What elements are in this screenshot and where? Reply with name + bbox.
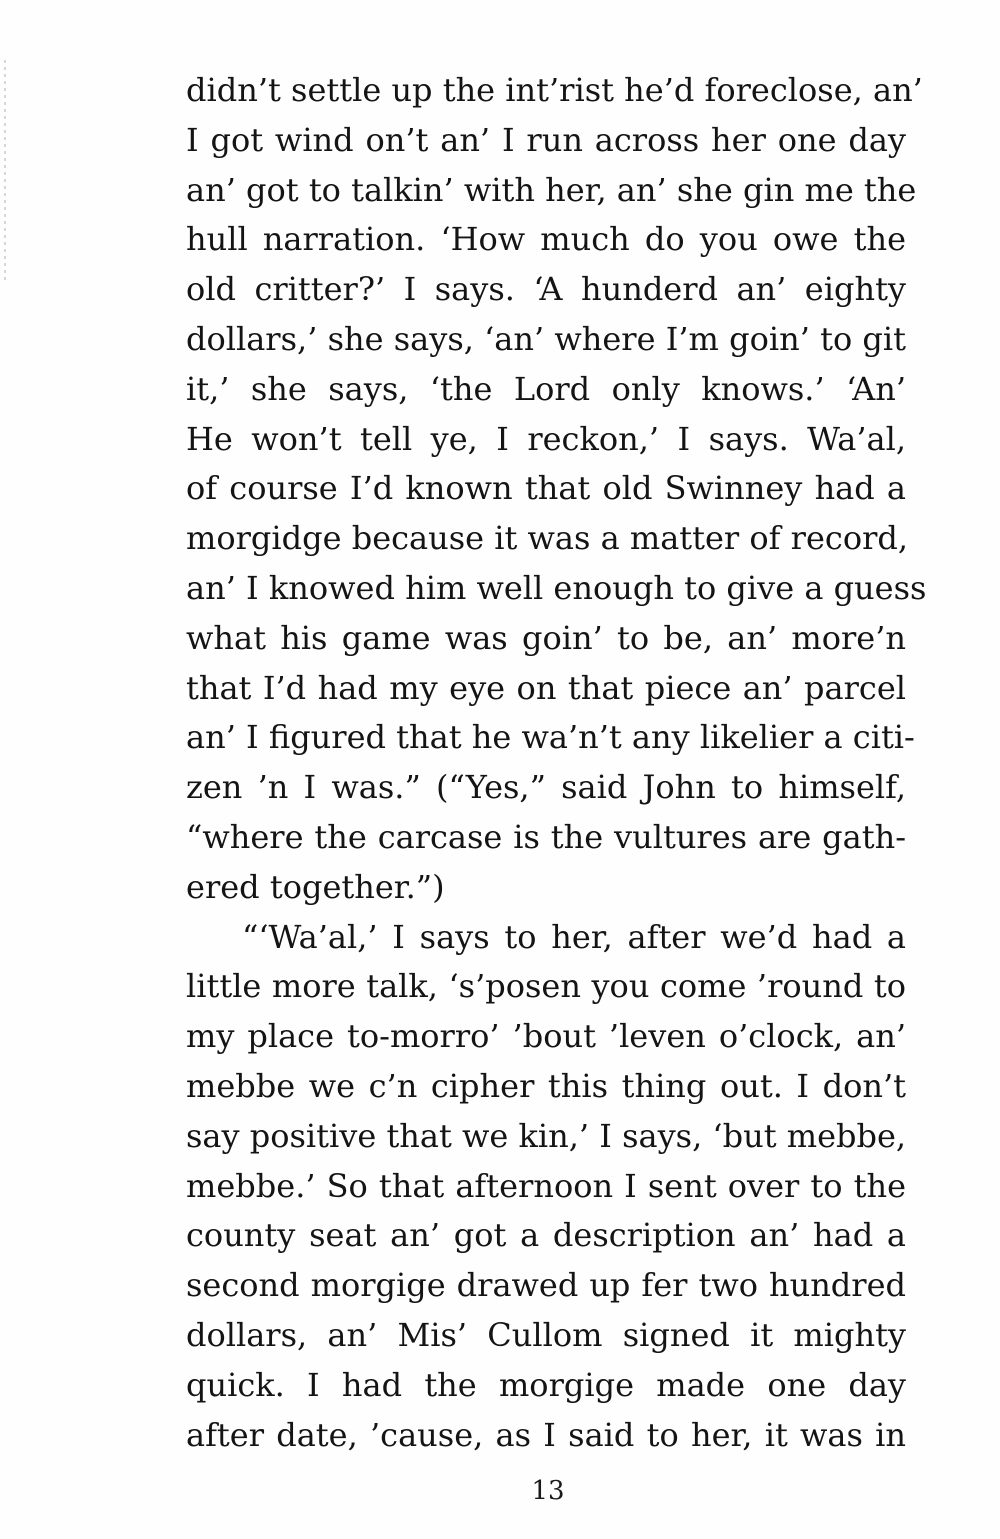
text-line: dollars,’ she says, ‘an’ where I’m goin’ to git — [186, 319, 906, 358]
text-line: mebbe we c’n cipher this thing out. I don’t — [186, 1066, 906, 1105]
text-line: “‘Wa’al,’ I says to her, after we’d had a — [242, 917, 906, 956]
text-line: I got wind on’t an’ I run across her one day — [186, 120, 906, 159]
text-line: what his game was goin’ to be, an’ more’n — [186, 618, 906, 657]
text-line: quick. I had the morgige made one day — [186, 1365, 906, 1404]
text-line: hull narration. ‘How much do you owe the — [186, 220, 906, 259]
text-line: “where the carcase is the vultures are gath- — [186, 817, 906, 856]
body-text — [186, 66, 927, 1460]
text-line: that I’d had my eye on that piece an’ parcel — [186, 668, 906, 707]
text-line: old critter?’ I says. ‘A hunderd an’ eighty — [186, 270, 906, 309]
text-line: after date, ’cause, as I said to her, it was in — [186, 1415, 906, 1454]
text-line: zen ’n I was.” (“Yes,” said John to himself, — [186, 768, 906, 807]
text-line: my place to-morro’ ’bout ’leven o’clock, an’ — [186, 1017, 906, 1056]
text-line: He won’t tell ye, I reckon,’ I says. Wa’al, — [186, 419, 906, 458]
text-line: didn’t settle up the int’rist he’d foreclose, an’ — [186, 71, 923, 109]
text-line: it,’ she says, ‘the Lord only knows.’ ‘An’ — [186, 369, 906, 408]
page-number: 13 — [531, 1476, 565, 1506]
text-line: an’ I figured that he wa’n’t any likelier a citi- — [186, 718, 915, 757]
text-line: of course I’d known that old Swinney had a — [186, 469, 906, 508]
text-line: county seat an’ got a description an’ had a — [186, 1216, 906, 1255]
text-line: ered together.”) — [186, 867, 445, 906]
text-line: say positive that we kin,’ I says, ‘but mebbe, — [186, 1116, 907, 1155]
text-line: morgidge because it was a matter of record, — [186, 519, 909, 558]
text-line: little more talk, ‘s’posen you come ’round to — [186, 967, 906, 1006]
text-line: an’ got to talkin’ with her, an’ she gin me the — [186, 170, 917, 209]
text-line: dollars, an’ Mis’ Cullom signed it mighty — [186, 1315, 906, 1354]
text-line: mebbe.’ So that afternoon I sent over to the — [186, 1166, 906, 1205]
binding-edge-decoration — [4, 60, 6, 280]
text-line: an’ I knowed him well enough to give a guess — [186, 568, 927, 607]
text-line: second morgige drawed up fer two hundred — [186, 1266, 906, 1305]
